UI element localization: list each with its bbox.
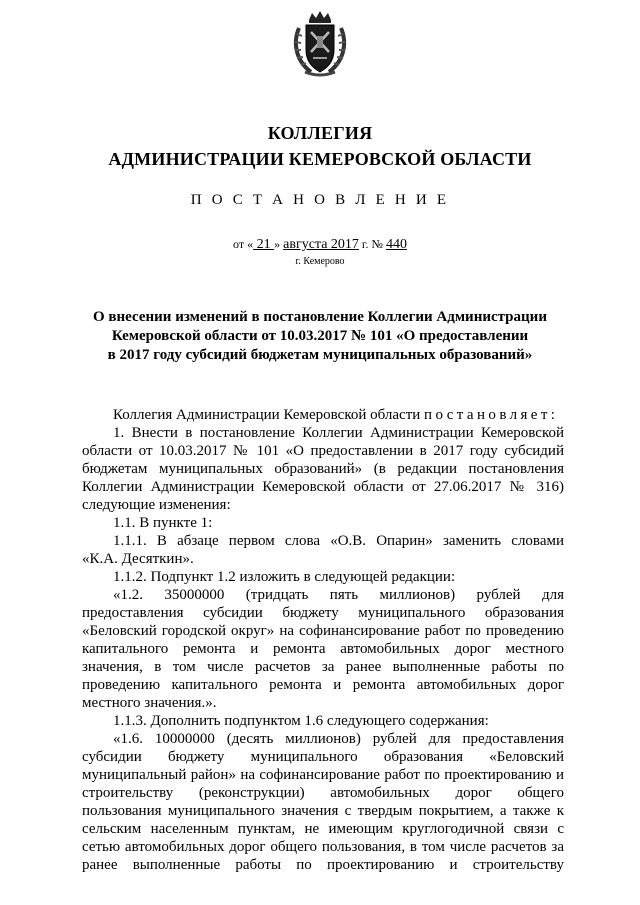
date-prefix: от «: [233, 237, 254, 251]
body-line: 1.1. В пункте 1:: [113, 515, 213, 531]
body-line: 1. Внести в постановление Коллегии Администрации Кемеровской: [113, 425, 564, 441]
document-city: г. Кемерово: [295, 256, 345, 267]
document-title-line: О внесении изменений в постановление Коллегии Администрации: [93, 309, 547, 325]
body-line: Коллегии Администрации Кемеровской области от 27.06.2017 № 316): [82, 479, 564, 495]
date-separator: »: [274, 237, 284, 251]
body-line: капитального ремонта и ремонта автомобильных дорог местного: [82, 641, 564, 657]
body-line: бюджетам муниципальных образований» (в редакции постановления: [82, 461, 564, 477]
organization-name-line2: АДМИНИСТРАЦИИ КЕМЕРОВСКОЙ ОБЛАСТИ: [108, 149, 532, 169]
body-line: «1.2. 35000000 (тридцать пять миллионов) рублей для: [113, 587, 564, 603]
body-line: пользования муниципального значения с твердым покрытием, а также к: [82, 803, 564, 819]
document-date-line: [0, 237, 640, 253]
date-day: 21: [253, 237, 275, 252]
coat-of-arms-icon: [291, 10, 349, 78]
body-preamble: [113, 405, 564, 425]
preamble-text: Коллегия Администрации Кемеровской области: [113, 407, 425, 423]
organization-name-line1: КОЛЛЕГИЯ: [267, 123, 373, 143]
date-suffix: г. №: [358, 237, 386, 251]
body-line: 1.1.3. Дополнить подпунктом 1.6 следующего содержания:: [113, 713, 489, 729]
body-line: строительству (реконструкции) автомобильных дорог общего: [82, 785, 564, 801]
body-line: «К.А. Десяткин».: [82, 551, 194, 567]
body-line: субсидии бюджету муниципального образования «Беловский: [82, 749, 564, 765]
preamble-resolves: постановляет:: [424, 407, 559, 423]
document-title-line: в 2017 году субсидий бюджетам муниципальных образований»: [107, 347, 533, 363]
body-line: следующие изменения:: [82, 497, 231, 513]
body-line: 1.1.2. Подпункт 1.2 изложить в следующей редакции:: [113, 569, 456, 585]
document-type: П О С Т А Н О В Л Е Н И Е: [190, 192, 450, 208]
document-title-line: Кемеровской области от 10.03.2017 № 101 «О предоставлении: [111, 328, 529, 344]
body-line: области от 10.03.2017 № 101 «О предоставлении в 2017 году субсидий: [82, 443, 564, 459]
body-line: предоставления субсидии бюджету муниципального образования: [82, 605, 564, 621]
body-line: «1.6. 10000000 (десять миллионов) рублей для предоставления: [113, 731, 564, 747]
body-line: муниципальный район» на софинансирование работ по проектированию и: [82, 767, 564, 783]
body-line: местного значения.».: [82, 695, 217, 711]
body-line: 1.1.1. В абзаце первом слова «О.В. Опарин» заменить словами: [113, 533, 564, 549]
document-number: 440: [385, 237, 407, 252]
body-line: значения, в том числе расчетов за ранее выполненные работы по: [82, 659, 564, 675]
body-line: проведению капитального ремонта и ремонта автомобильных дорог: [82, 677, 564, 693]
body-line: ранее выполненные работы по проектированию и строительству: [82, 857, 564, 873]
date-month-year: августа 2017: [283, 237, 359, 252]
body-line: сетью автомобильных дорог общего пользования, в том числе расчетов за: [82, 839, 564, 855]
body-line: «Беловский городской округ» на софинансирование работ по проведению: [82, 623, 564, 639]
body-line: сельским населенным пунктам, не имеющим круглогодичной связи с: [82, 821, 564, 837]
